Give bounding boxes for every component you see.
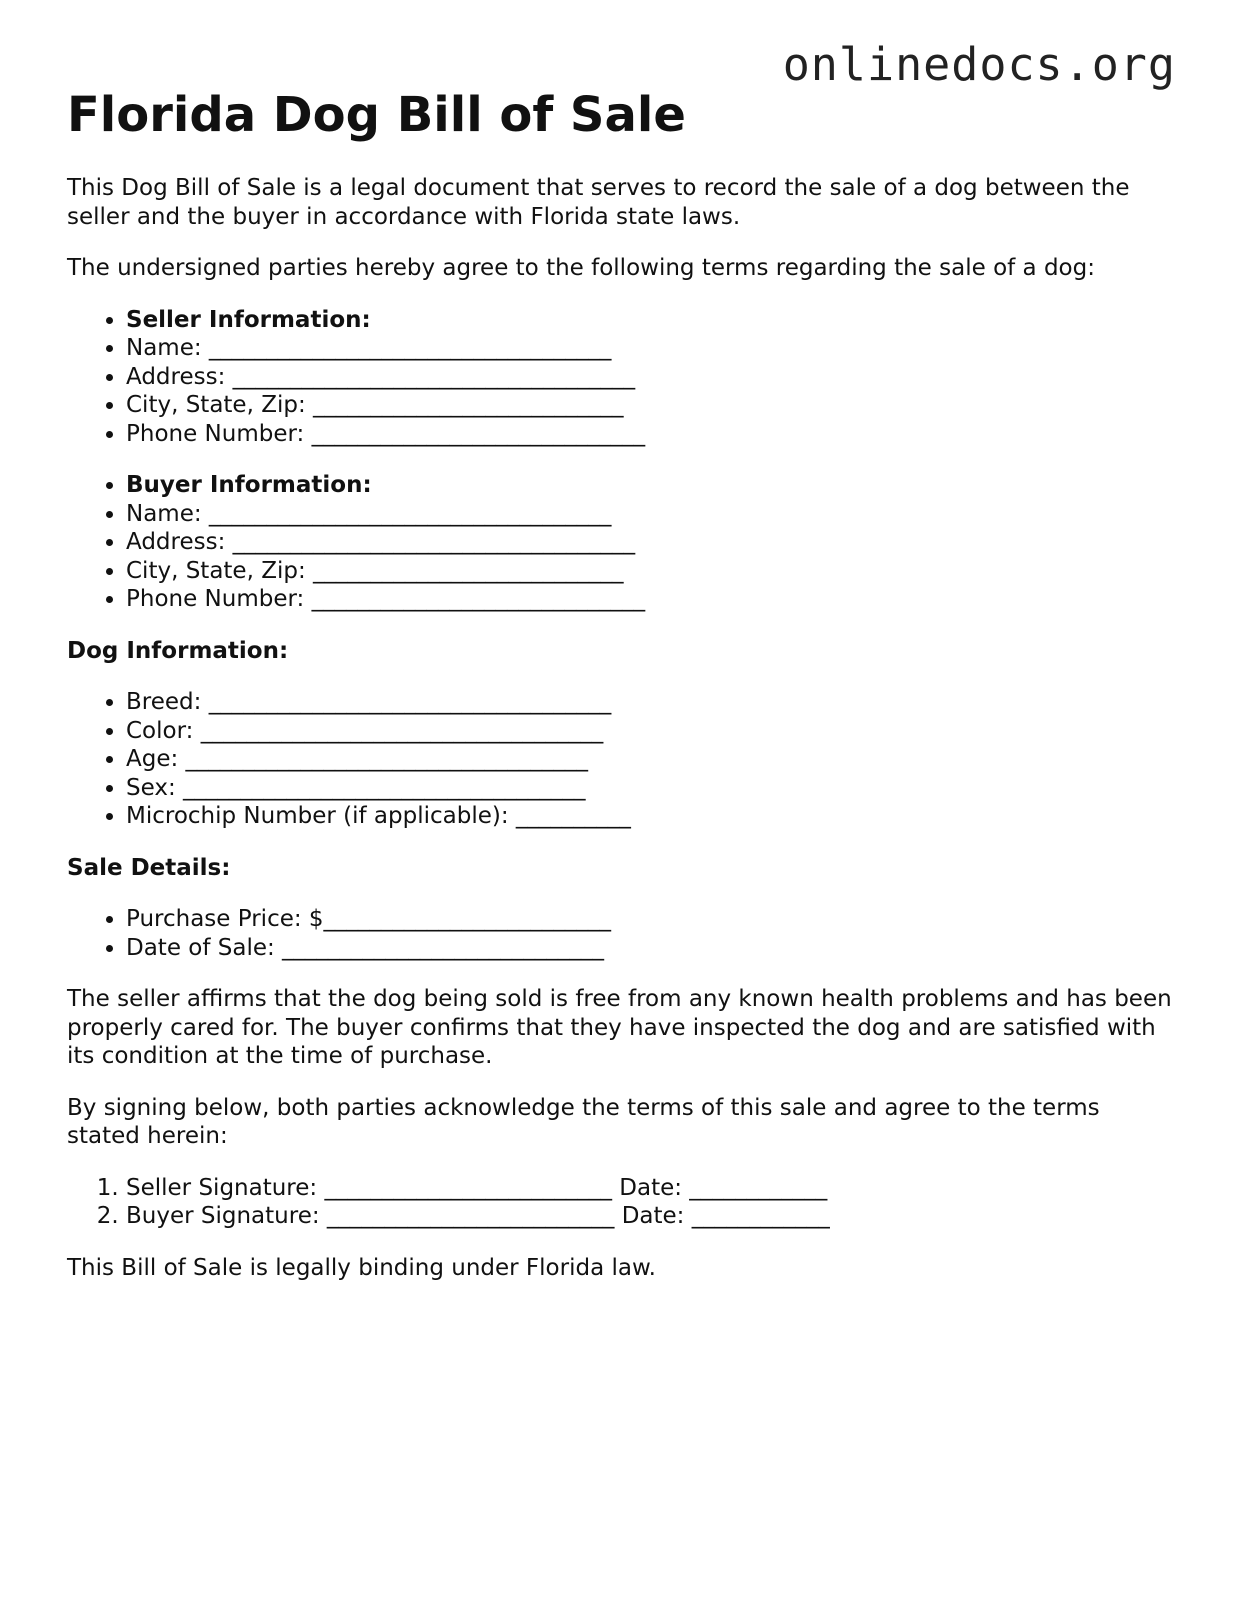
buyer-name-field: • Name: ___________________________________ [126, 500, 1177, 529]
buyer-info-heading: • Buyer Information: [126, 471, 1177, 500]
document-body [67, 174, 1177, 1305]
dog-age-field: • Age: ___________________________________ [126, 745, 1177, 774]
seller-info-heading: • Seller Information: [126, 306, 1177, 335]
dog-info-list [67, 688, 1177, 831]
seller-phone-field: • Phone Number: _____________________________ [126, 420, 1177, 449]
buyer-address-field: • Address: ___________________________________ [126, 528, 1177, 557]
signing-paragraph: By signing below, both parties acknowledge the terms of this sale and agree to the terms stated herein: [67, 1094, 1100, 1149]
dog-info-heading: Dog Information: [67, 637, 289, 664]
buyer-city-state-zip-field: • City, State, Zip: ___________________________ [126, 557, 1177, 586]
document-title: Florida Dog Bill of Sale [67, 87, 686, 143]
dog-breed-field: • Breed: ___________________________________ [126, 688, 1177, 717]
seller-info-list [67, 306, 1177, 449]
dog-sex-field: • Sex: ___________________________________ [126, 774, 1177, 803]
buyer-info-list [67, 471, 1177, 614]
buyer-signature-line: 2. Buyer Signature: _________________________ Date: ____________ [126, 1202, 1177, 1231]
sale-details-list [67, 905, 1177, 962]
buyer-phone-field: • Phone Number: _____________________________ [126, 585, 1177, 614]
purchase-price-field: • Purchase Price: $_________________________ [126, 905, 1177, 934]
agreement-paragraph: The undersigned parties hereby agree to the following terms regarding the sale of a dog: [67, 255, 1095, 281]
seller-address-field: • Address: ___________________________________ [126, 363, 1177, 392]
date-of-sale-field: • Date of Sale: ____________________________ [126, 934, 1177, 963]
seller-city-state-zip-field: • City, State, Zip: ___________________________ [126, 391, 1177, 420]
affirmation-paragraph: The seller affirms that the dog being sold is free from any known health problems and has been properly cared for. The buyer confirms that they have inspected the dog and are satisfied with its condition at the time of purchase. [67, 986, 1172, 1069]
signature-list [67, 1174, 1177, 1231]
sale-details-heading: Sale Details: [67, 854, 231, 881]
seller-name-field: • Name: ___________________________________ [126, 334, 1177, 363]
seller-signature-line: 1. Seller Signature: _________________________ Date: ____________ [126, 1174, 1177, 1203]
dog-microchip-field: • Microchip Number (if applicable): __________ [126, 802, 1177, 831]
closing-paragraph: This Bill of Sale is legally binding under Florida law. [67, 1254, 656, 1281]
intro-paragraph: This Dog Bill of Sale is a legal document that serves to record the sale of a dog between the seller and the buyer in accordance with Florida state laws. [67, 175, 1130, 230]
dog-color-field: • Color: ___________________________________ [126, 717, 1177, 746]
site-watermark: onlinedocs.org [782, 38, 1176, 91]
